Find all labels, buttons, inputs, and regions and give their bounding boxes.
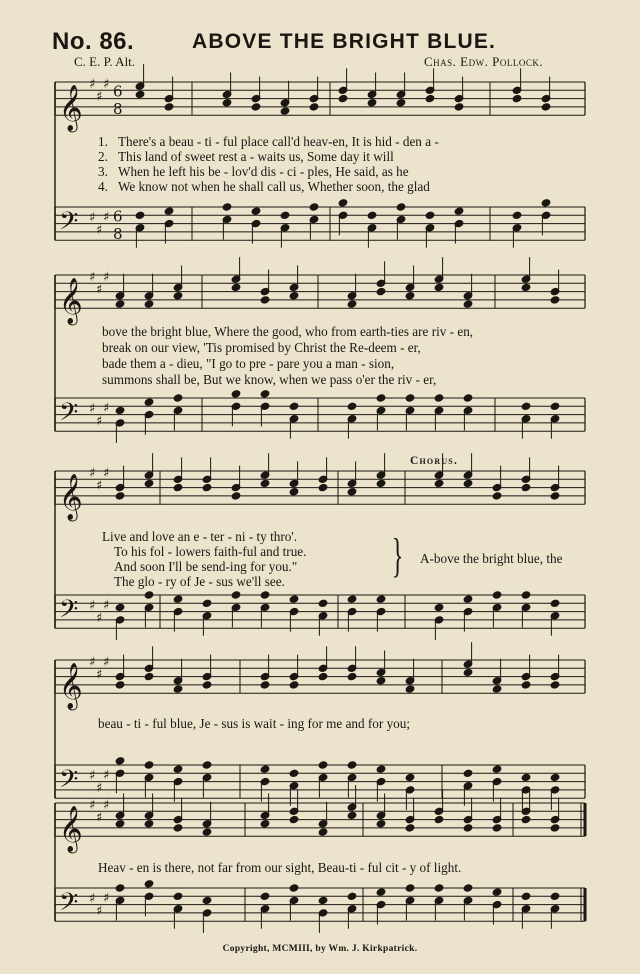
notehead xyxy=(164,103,174,111)
notehead xyxy=(521,681,531,689)
sharp-icon: ♯ xyxy=(103,598,110,614)
notehead xyxy=(280,211,290,219)
notehead xyxy=(541,103,551,111)
notehead xyxy=(463,595,473,603)
author-credit: Chas. Edw. Pollock. xyxy=(424,54,544,69)
notehead xyxy=(202,828,212,836)
notehead xyxy=(405,884,415,892)
chorus-lyric-line-2: Heav - en is there, not far from our sight, Beau-ti - ful cit - y of light. xyxy=(98,860,462,875)
notehead xyxy=(550,599,560,607)
sharp-icon: ♯ xyxy=(89,401,96,417)
notehead xyxy=(347,300,357,308)
lyric-line: Live and love an e - ter - ni - ty thro'. xyxy=(102,529,297,544)
notehead xyxy=(289,402,299,410)
notehead xyxy=(173,765,183,773)
notehead xyxy=(289,769,299,777)
sharp-icon: ♯ xyxy=(96,478,103,494)
notehead xyxy=(521,402,531,410)
sharp-icon: ♯ xyxy=(89,655,96,670)
notehead xyxy=(492,492,502,500)
notehead xyxy=(376,287,386,295)
notehead xyxy=(202,896,212,904)
chorus-label: Chorus. xyxy=(410,455,459,467)
treble-clef-icon: 𝄞 xyxy=(59,663,83,710)
lyric-text: We know not when he shall call us, Whether soon, the glad xyxy=(118,179,430,194)
notehead xyxy=(260,820,270,828)
sharp-icon: ♯ xyxy=(96,282,103,298)
notehead xyxy=(260,681,270,689)
sharp-icon: ♯ xyxy=(89,798,96,813)
notehead xyxy=(260,765,270,773)
notehead xyxy=(115,681,125,689)
notehead xyxy=(144,672,154,680)
notehead xyxy=(376,820,386,828)
lyric-line: To his fol - lowers faith-ful and true. xyxy=(114,544,307,559)
notehead xyxy=(550,824,560,832)
notehead xyxy=(367,99,377,107)
sharp-icon: ♯ xyxy=(89,210,96,226)
time-sig-8: 8 xyxy=(113,225,123,244)
notehead xyxy=(338,94,348,102)
lyric-line: bove the bright blue, Where the good, who from earth-ties are riv - en, xyxy=(102,324,474,339)
notehead xyxy=(202,761,212,769)
notehead xyxy=(173,595,183,603)
hymn-number: No. 86. xyxy=(52,28,135,55)
sharp-icon: ♯ xyxy=(96,610,103,626)
notehead xyxy=(396,99,406,107)
notehead xyxy=(173,824,183,832)
notehead xyxy=(347,672,357,680)
notehead xyxy=(115,406,125,414)
notehead xyxy=(492,765,502,773)
sharp-icon: ♯ xyxy=(96,903,103,919)
notehead xyxy=(347,488,357,496)
verse-number: 4. xyxy=(98,179,108,194)
notehead xyxy=(318,761,328,769)
notehead xyxy=(347,811,357,819)
sharp-icon: ♯ xyxy=(89,270,96,285)
bass-clef-icon: 𝄢 xyxy=(59,397,79,433)
notehead xyxy=(289,681,299,689)
bass-clef-icon: 𝄢 xyxy=(59,206,79,242)
notehead xyxy=(318,483,328,491)
notehead xyxy=(434,479,444,487)
lyric-line: The glo - ry of Je - sus we'll see. xyxy=(114,574,285,589)
notehead xyxy=(173,685,183,693)
notehead xyxy=(405,773,415,781)
bass-clef-icon: 𝄢 xyxy=(59,764,79,800)
notehead xyxy=(289,595,299,603)
notehead xyxy=(144,398,154,406)
notehead xyxy=(550,773,560,781)
lyric-line: summons shall be, But we know, when we pass o'er the riv - er, xyxy=(102,372,437,387)
notehead xyxy=(173,892,183,900)
notehead xyxy=(550,892,560,900)
notehead xyxy=(318,828,328,836)
sharp-icon: ♯ xyxy=(96,413,103,429)
sharp-icon: ♯ xyxy=(103,891,110,907)
notehead xyxy=(347,761,357,769)
notehead xyxy=(376,394,386,402)
notehead xyxy=(425,94,435,102)
sharp-icon: ♯ xyxy=(103,401,110,417)
notehead xyxy=(376,888,386,896)
verse-brace: } xyxy=(391,529,404,582)
notehead xyxy=(550,296,560,304)
notehead xyxy=(338,199,348,207)
notehead xyxy=(222,203,232,211)
notehead xyxy=(463,394,473,402)
notehead xyxy=(289,884,299,892)
notehead xyxy=(434,603,444,611)
notehead xyxy=(521,815,531,823)
notehead xyxy=(144,820,154,828)
notehead xyxy=(251,103,261,111)
notehead xyxy=(550,681,560,689)
notehead xyxy=(115,300,125,308)
notehead xyxy=(144,761,154,769)
lyric-line xyxy=(98,134,439,150)
notehead xyxy=(463,479,473,487)
notehead xyxy=(492,591,502,599)
notehead xyxy=(251,207,261,215)
notehead xyxy=(144,591,154,599)
notehead xyxy=(318,896,328,904)
verse-number: 1. xyxy=(98,134,108,149)
notehead xyxy=(318,599,328,607)
notehead xyxy=(173,483,183,491)
bass-clef-icon: 𝄢 xyxy=(59,594,79,630)
notehead xyxy=(135,211,145,219)
notehead xyxy=(454,103,464,111)
sharp-icon: ♯ xyxy=(103,654,110,670)
notehead xyxy=(463,668,473,676)
notehead xyxy=(164,207,174,215)
notehead xyxy=(260,479,270,487)
notehead xyxy=(376,677,386,685)
sharp-icon: ♯ xyxy=(96,780,103,796)
notehead xyxy=(202,599,212,607)
notehead xyxy=(492,888,502,896)
notehead xyxy=(512,211,522,219)
sharp-icon: ♯ xyxy=(103,210,110,226)
notehead xyxy=(173,394,183,402)
notehead xyxy=(512,94,522,102)
sharp-icon: ♯ xyxy=(96,810,103,826)
lyric-line: And soon I'll be send-ing for you." xyxy=(114,559,298,574)
lyric-line xyxy=(98,149,394,165)
sharp-icon: ♯ xyxy=(89,891,96,907)
composer-credit: C. E. P. Alt. xyxy=(74,54,136,69)
notehead xyxy=(376,765,386,773)
chorus-lyric-line-1: beau - ti - ful blue, Je - sus is wait - ing for me and for you; xyxy=(98,716,411,731)
time-sig-8: 8 xyxy=(113,100,123,119)
lyric-line xyxy=(98,179,430,195)
lyric-text: This land of sweet rest a - waits us, Some day it will xyxy=(118,149,394,164)
notehead xyxy=(521,591,531,599)
notehead xyxy=(231,283,241,291)
notehead xyxy=(376,479,386,487)
treble-clef-icon: 𝄞 xyxy=(59,806,83,853)
treble-clef-icon: 𝄞 xyxy=(59,85,83,132)
notehead xyxy=(115,492,125,500)
notehead xyxy=(541,199,551,207)
chorus-refrain-start: A-bove the bright blue, the xyxy=(420,551,563,566)
notehead xyxy=(260,892,270,900)
lyric-text: When he left his be - lov'd dis - ci - ples, He said, as he xyxy=(118,164,409,179)
sharp-icon: ♯ xyxy=(96,89,103,105)
notehead xyxy=(144,479,154,487)
notehead xyxy=(405,394,415,402)
notehead xyxy=(550,492,560,500)
notehead xyxy=(260,296,270,304)
sharp-icon: ♯ xyxy=(96,667,103,683)
notehead xyxy=(231,591,241,599)
notehead xyxy=(434,815,444,823)
copyright-notice: Copyright, MCMIII, by Wm. J. Kirkpatrick. xyxy=(222,944,418,954)
notehead xyxy=(144,880,154,888)
notehead xyxy=(289,488,299,496)
sharp-icon: ♯ xyxy=(103,797,110,813)
notehead xyxy=(231,390,241,398)
sharp-icon: ♯ xyxy=(96,222,103,238)
notehead xyxy=(280,107,290,115)
notehead xyxy=(347,595,357,603)
sharp-icon: ♯ xyxy=(103,269,110,285)
notehead xyxy=(396,203,406,211)
notehead xyxy=(309,103,319,111)
sharp-icon: ♯ xyxy=(89,466,96,481)
notehead xyxy=(260,591,270,599)
lyric-line: break on our view, 'Tis promised by Christ the Re-deem - er, xyxy=(102,340,421,355)
notehead xyxy=(347,892,357,900)
notehead xyxy=(521,773,531,781)
treble-clef-icon: 𝄞 xyxy=(59,278,83,325)
time-sig-6: 6 xyxy=(113,207,123,226)
hymn-title: ABOVE THE BRIGHT BLUE. xyxy=(192,30,497,53)
lyric-line xyxy=(98,164,409,180)
notehead xyxy=(115,757,125,765)
notehead xyxy=(454,207,464,215)
notehead xyxy=(521,283,531,291)
notehead xyxy=(202,681,212,689)
notehead xyxy=(463,769,473,777)
notehead xyxy=(463,884,473,892)
notehead xyxy=(231,492,241,500)
notehead xyxy=(434,283,444,291)
notehead xyxy=(492,824,502,832)
notehead xyxy=(222,99,232,107)
notehead xyxy=(405,824,415,832)
notehead xyxy=(115,603,125,611)
notehead xyxy=(309,203,319,211)
treble-clef-icon: 𝄞 xyxy=(59,474,83,521)
notehead xyxy=(318,672,328,680)
notehead xyxy=(115,884,125,892)
notehead xyxy=(434,394,444,402)
notehead xyxy=(521,483,531,491)
sharp-icon: ♯ xyxy=(103,76,110,92)
notehead xyxy=(202,483,212,491)
notehead xyxy=(405,292,415,300)
notehead xyxy=(405,685,415,693)
notehead xyxy=(492,685,502,693)
notehead xyxy=(425,211,435,219)
lyric-text: There's a beau - ti - ful place call'd heav-en, It is hid - den a - xyxy=(118,134,439,149)
verse-number: 2. xyxy=(98,149,108,164)
notehead xyxy=(434,884,444,892)
notehead xyxy=(144,300,154,308)
time-sig-6: 6 xyxy=(113,82,123,101)
sharp-icon: ♯ xyxy=(89,768,96,784)
sharp-icon: ♯ xyxy=(103,768,110,784)
verse-number: 3. xyxy=(98,164,108,179)
notehead xyxy=(260,390,270,398)
sharp-icon: ♯ xyxy=(89,77,96,92)
notehead xyxy=(463,824,473,832)
notehead xyxy=(376,595,386,603)
sharp-icon: ♯ xyxy=(89,598,96,614)
notehead xyxy=(367,211,377,219)
notehead xyxy=(115,820,125,828)
notehead xyxy=(289,292,299,300)
notehead xyxy=(173,292,183,300)
notehead xyxy=(550,402,560,410)
lyric-line: bade them a - dieu, "I go to pre - pare you a man - sion, xyxy=(102,356,395,371)
notehead xyxy=(347,402,357,410)
bass-clef-icon: 𝄢 xyxy=(59,887,79,923)
notehead xyxy=(521,892,531,900)
notehead xyxy=(135,90,145,98)
notehead xyxy=(289,815,299,823)
sharp-icon: ♯ xyxy=(103,465,110,481)
notehead xyxy=(463,300,473,308)
